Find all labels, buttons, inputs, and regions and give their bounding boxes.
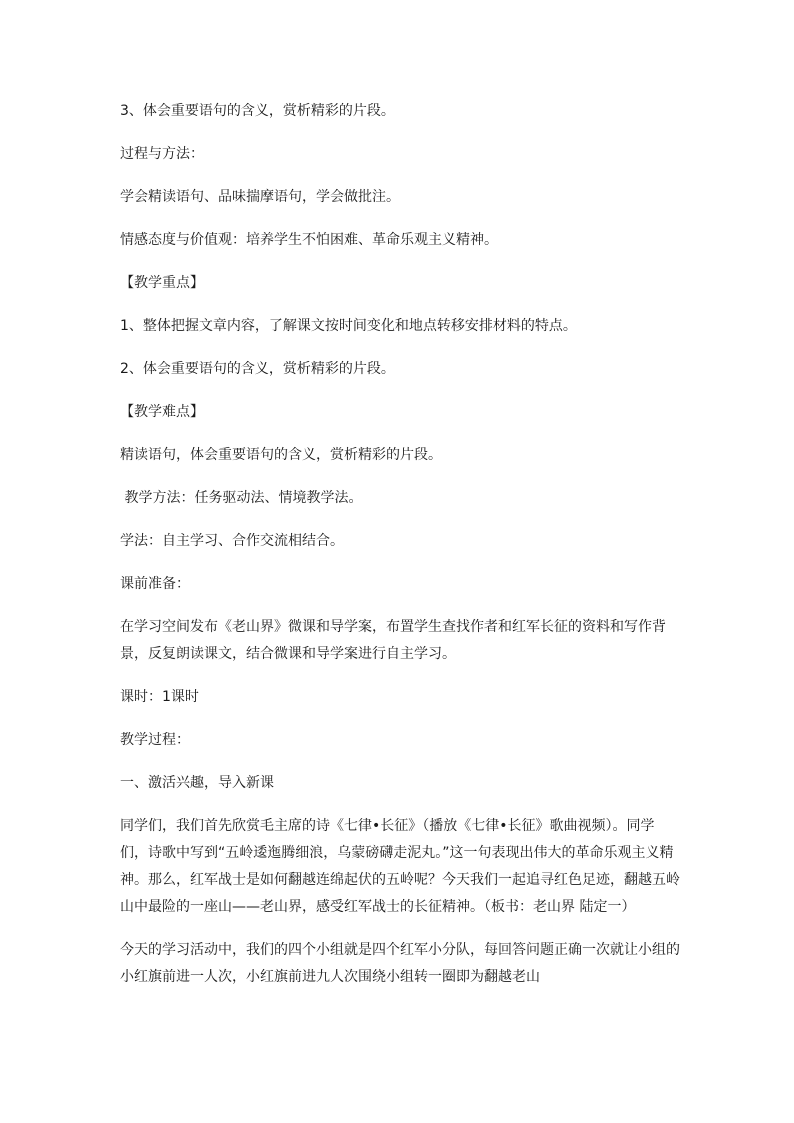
- emotion-values: 情感态度与价值观：培养学生不怕困难、革命乐观主义精神。: [120, 232, 498, 248]
- teaching-process-label: 教学过程：: [120, 732, 190, 748]
- preparation-label: 课前准备：: [120, 576, 190, 592]
- teaching-method: 教学方法：任务驱动法、情境教学法。: [120, 490, 363, 506]
- key-points-heading: 【教学重点】: [120, 275, 204, 291]
- key-point-2: 2、体会重要语句的含义，赏析精彩的片段。: [120, 361, 395, 377]
- activity-paragraph: 今天的学习活动中，我们的四个小组就是四个红军小分队，每回答问题正确一次就让小组的小红旗前进一人次，小红旗前进九人次围绕小组转一圈即为翻越老山: [120, 942, 680, 985]
- key-point-1: 1、整体把握文章内容，了解课文按时间变化和地点转移安排材料的特点。: [120, 318, 577, 334]
- learning-method: 学法：自主学习、合作交流相结合。: [120, 533, 344, 549]
- preparation-text: 在学习空间发布《老山界》微课和导学案，布置学生查找作者和红军长征的资料和写作背景，反复朗读课文，结合微课和导学案进行自主学习。: [120, 619, 666, 662]
- section-1-heading: 一、激活兴趣，导入新课: [120, 775, 274, 791]
- lesson-hours: 课时：1课时: [120, 689, 199, 705]
- process-method-text: 学会精读语句、品味揣摩语句，学会做批注。: [120, 189, 400, 205]
- process-method-label: 过程与方法：: [120, 146, 204, 162]
- difficult-point-text: 精读语句，体会重要语句的含义，赏析精彩的片段。: [120, 447, 442, 463]
- intro-paragraph: 同学们，我们首先欣赏毛主席的诗《七律•长征》（播放《七律•长征》歌曲视频）。同学们，诗歌中写到“五岭逶迤腾细浪，乌蒙磅礴走泥丸。”这一句表现出伟大的革命乐观主义精神。那么，红军战士是如何翻越连绵起伏的五岭呢？今天我们一起追寻红色足迹，翻越五岭山中最险的一座山——老山界，感受红军战士的长征精神。（板书：老山界 陆定一）: [120, 818, 680, 915]
- objective-3: 3、体会重要语句的含义，赏析精彩的片段。: [120, 103, 395, 119]
- document-body: [120, 98, 680, 1007]
- difficult-points-heading: 【教学难点】: [120, 404, 204, 420]
